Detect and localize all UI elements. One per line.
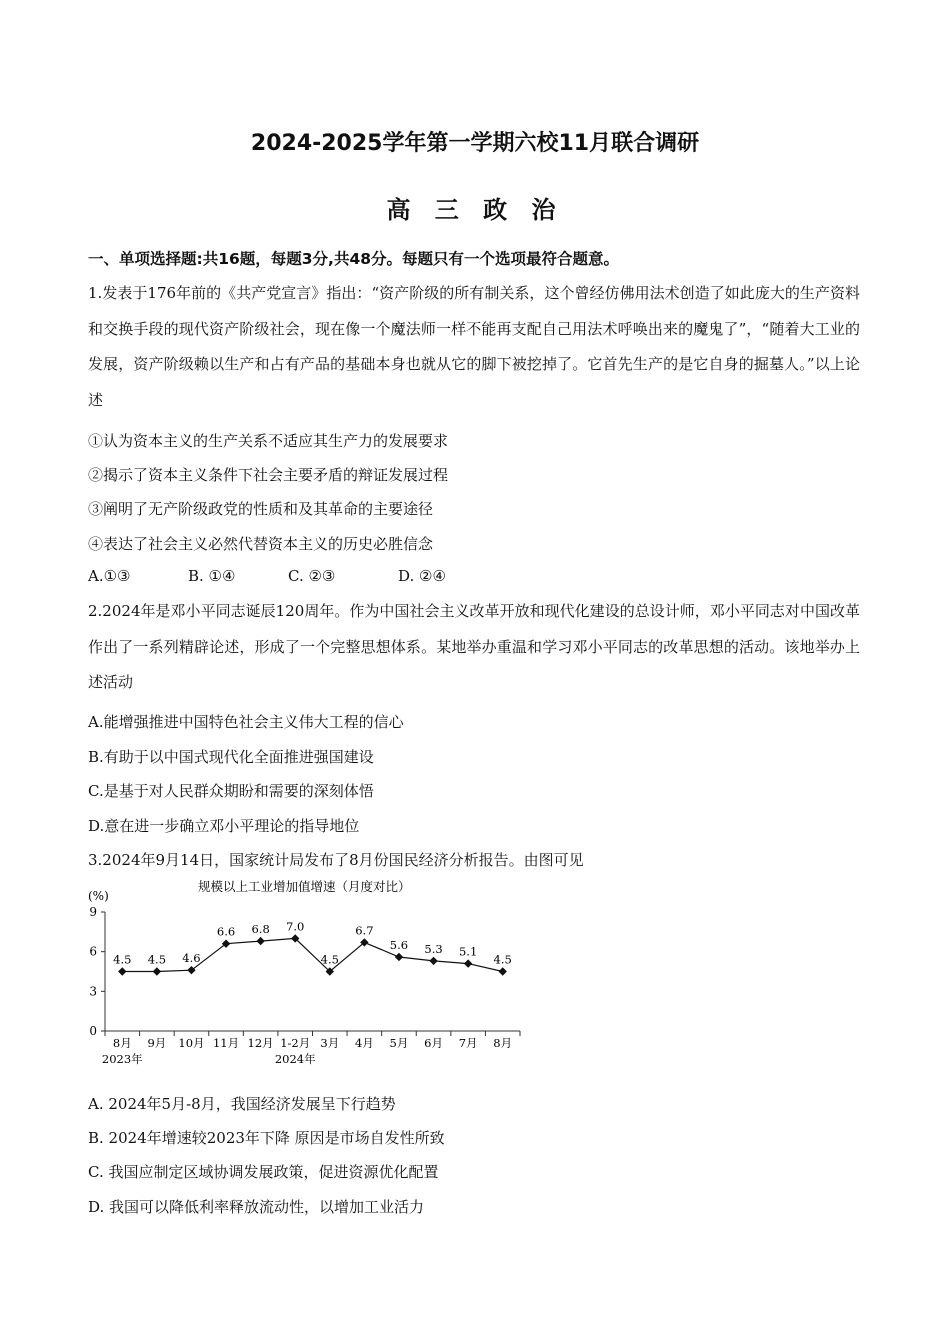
data-point (256, 937, 264, 945)
y-tick-label: 0 (89, 1024, 97, 1038)
x-tick-label: 10月 (178, 1036, 205, 1050)
series-line (122, 938, 502, 971)
q1-item-3: ③阐明了无产阶级政党的性质和及其革命的主要途径 (88, 500, 434, 518)
x-tick-label: 6月 (424, 1036, 443, 1050)
q1-stem: 1.发表于176年前的《共产党宣言》指出：“资产阶级的所有制关系，这个曾经仿佛用法术创造了如此庞大的生产资料和交换手段的现代资产阶级社会，现在像一个魔法师一样不能再支配自己用法术呼唤出来的魔鬼了”，“随着大工业的发展，资产阶级赖以生产和占有产品的基础本身也就从它的脚下被挖掉了。它首先生产的是它自身的掘墓人。”以上论述 (88, 284, 860, 409)
y-tick-label: 6 (89, 944, 97, 959)
q1-item-2: ②揭示了资本主义条件下社会主要矛盾的辩证发展过程 (88, 466, 449, 484)
q3-option-a: A. 2024年5月-8月，我国经济发展呈下行趋势 (88, 1095, 396, 1113)
section-heading: 一、单项选择题:共16题，每题3分,共48分。每题只有一个选项最符合题意。 (88, 250, 620, 268)
q3-option-d: D. 我国可以降低利率释放流动性，以增加工业活力 (88, 1198, 425, 1216)
data-label: 6.7 (355, 923, 374, 938)
data-label: 6.6 (216, 924, 236, 939)
data-label: 4.5 (147, 952, 167, 967)
data-label: 4.6 (182, 951, 201, 966)
exam-subject: 高 三 政 治 (386, 196, 564, 224)
data-label: 6.8 (251, 922, 270, 937)
q3-option-b: B. 2024年增速较2023年下降 原因是市场自发性所致 (88, 1129, 445, 1147)
x-tick-label: 4月 (354, 1036, 374, 1050)
q1-item-4: ④表达了社会主义必然代替资本主义的历史必胜信念 (88, 535, 434, 553)
q1-item-1: ①认为资本主义的生产关系不适应其生产力的发展要求 (88, 432, 449, 450)
q3-option-c: C. 我国应制定区域协调发展政策，促进资源优化配置 (88, 1163, 439, 1181)
data-label: 7.0 (286, 919, 305, 934)
x-tick-label: 12月 (247, 1036, 274, 1050)
data-point (395, 953, 403, 961)
year-label: 2024年 (274, 1052, 316, 1066)
q2-option-b: B.有助于以中国式现代化全面推进强国建设 (88, 748, 374, 766)
x-tick-label: 11月 (212, 1036, 240, 1050)
chart-y-unit: (%) (88, 889, 109, 903)
data-point (429, 957, 437, 965)
data-label: 4.5 (320, 952, 339, 967)
q1-option-d: D. ②④ (398, 567, 446, 585)
x-tick-label: 5月 (389, 1036, 409, 1050)
data-label: 5.6 (389, 937, 409, 952)
x-tick-label: 9月 (147, 1036, 167, 1050)
q1-option-a: A.①③ (88, 567, 131, 585)
x-tick-label: 7月 (458, 1036, 478, 1050)
y-tick-label: 9 (89, 905, 97, 919)
q1-options (88, 567, 446, 585)
y-tick-label: 3 (89, 984, 97, 999)
data-label: 4.5 (493, 952, 512, 967)
chart-plot-area (89, 905, 520, 1066)
data-label: 5.3 (424, 941, 443, 956)
q2-option-d: D.意在进一步确立邓小平理论的指导地位 (88, 817, 360, 835)
x-tick-label: 8月 (112, 1036, 132, 1050)
data-point (118, 967, 126, 975)
data-point (499, 967, 507, 975)
x-tick-label: 3月 (320, 1036, 340, 1050)
x-tick-label: 8月 (493, 1036, 513, 1050)
data-label: 4.5 (113, 952, 132, 967)
data-label: 5.1 (458, 944, 478, 959)
data-point (464, 959, 472, 967)
q2-stem: 2.2024年是邓小平同志诞辰120周年。作为中国社会主义改革开放和现代化建设的总设计师，邓小平同志对中国改革作出了一系列精辟论述，形成了一个完整思想体系。某地举办重温和学习邓小平同志的改革思想的活动。该地举办上述活动 (88, 602, 860, 691)
q2-option-a: A.能增强推进中国特色社会主义伟大工程的信心 (88, 713, 404, 731)
data-point (153, 967, 161, 975)
chart-title: 规模以上工业增加值增速（月度对比） (198, 879, 411, 894)
exam-title: 2024-2025学年第一学期六校11月联合调研 (250, 131, 700, 156)
year-label: 2023年 (101, 1052, 143, 1066)
growth-line-chart (80, 876, 540, 1066)
q2-option-c: C.是基于对人民群众期盼和需要的深刻体悟 (88, 782, 374, 800)
q3-stem: 3.2024年9月14日，国家统计局发布了8月份国民经济分析报告。由图可见 (88, 851, 584, 869)
q1-option-c: C. ②③ (288, 567, 336, 585)
q1-option-b: B. ①④ (188, 567, 236, 585)
x-tick-label: 1-2月 (280, 1036, 311, 1050)
